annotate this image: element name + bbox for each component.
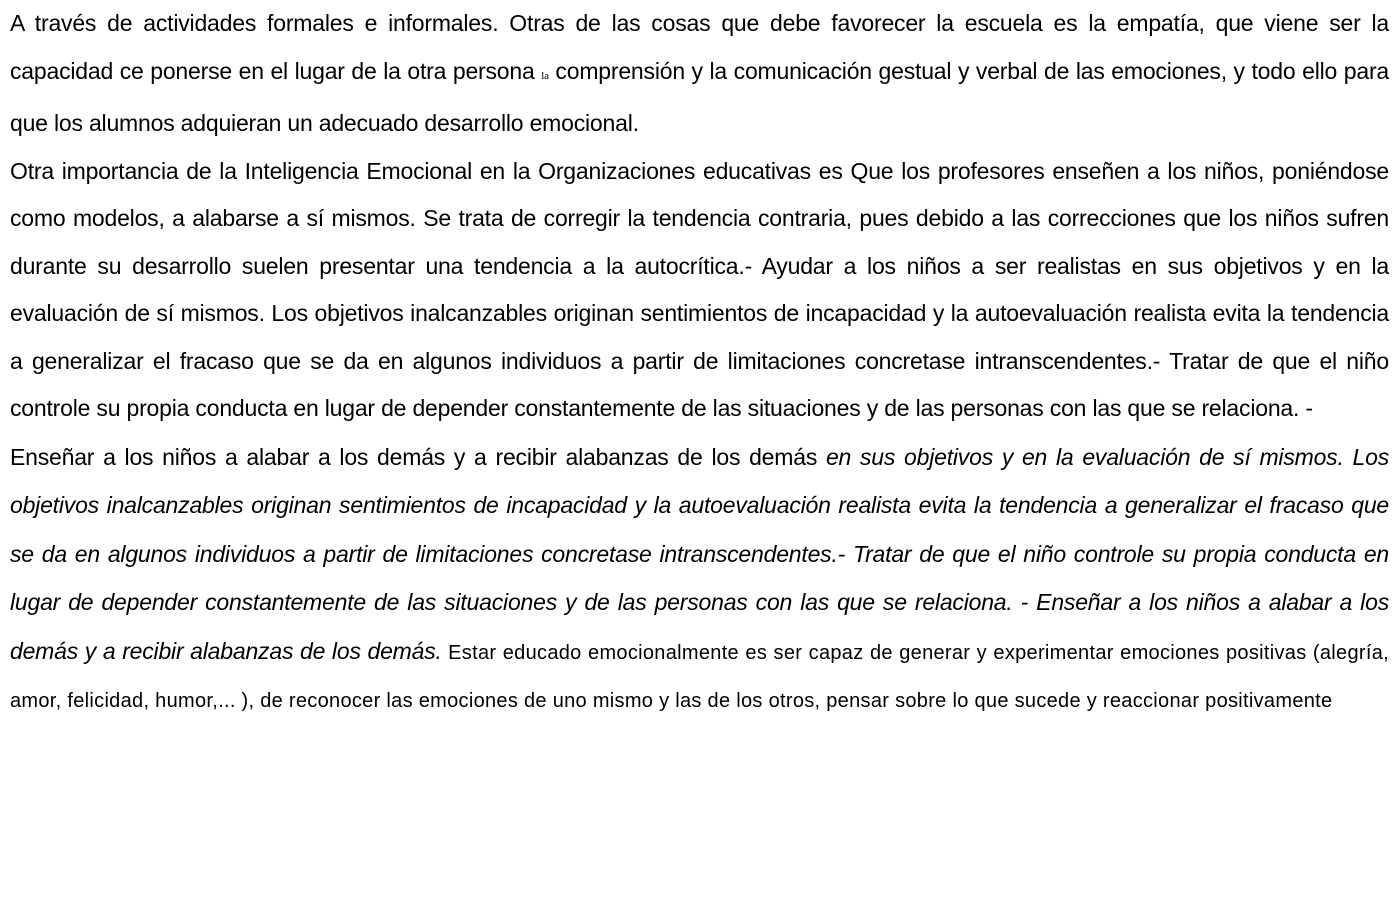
paragraph-empathy xyxy=(10,0,1389,148)
paragraph-1-text-b: comprensión y la comunicación gestual y verbal de las emociones, y todo ello para que los alumnos adquieran un adecuado desarrollo emocional. xyxy=(10,57,1389,136)
paragraph-3-small-text: Estar educado emocionalmente es ser capaz de generar y experimentar emociones positivas (alegría, amor, felicidad, humor,... ), de reconocer las emociones de uno mismo y las de los otros, pensar sobre lo que sucede y reaccionar positivamente xyxy=(10,641,1389,712)
document-body xyxy=(10,0,1389,724)
paragraph-3-italic-text: en sus objetivos y en la evaluación de sí mismos. Los objetivos inalcanzables originan sentimientos de incapacidad y la autoevaluación realista evita la tendencia a generalizar el fracaso que se da en algunos individuos a partir de limitaciones concretase intranscendentes.- Tratar de que el niño controle su propia conducta en lugar de depender constantemente de las situaciones y de las personas con las que se relaciona. - Enseñar a los niños a alabar a los demás y a recibir alabanzas de los demás. xyxy=(10,443,1389,664)
paragraph-1-text-a: A través de actividades formales e informales. Otras de las cosas que debe favorecer la escuela es la empatía, que viene ser la capacidad ce ponerse en el lugar de la otra persona xyxy=(10,10,1389,84)
paragraph-praise-and-education xyxy=(10,433,1389,724)
paragraph-3-regular-text: Enseñar a los niños a alabar a los demás y a recibir alabanzas de los demás xyxy=(10,443,826,470)
paragraph-1-tiny-text: la xyxy=(541,69,549,82)
paragraph-emotional-intelligence xyxy=(10,148,1389,433)
paragraph-2-text: Otra importancia de la Inteligencia Emocional en la Organizaciones educativas es Que los profesores enseñen a los niños, poniéndose como modelos, a alabarse a sí mismos. Se trata de corregir la tendencia contraria, pues debido a las correcciones que los niños sufren durante su desarrollo suelen presentar una tendencia a la autocrítica.- Ayudar a los niños a ser realistas en sus objetivos y en la evaluación de sí mismos. Los objetivos inalcanzables originan sentimientos de incapacidad y la autoevaluación realista evita la tendencia a generalizar el fracaso que se da en algunos individuos a partir de limitaciones concretase intranscendentes.- Tratar de que el niño controle su propia conducta en lugar de depender constantemente de las situaciones y de las personas con las que se relaciona. - xyxy=(10,157,1389,421)
